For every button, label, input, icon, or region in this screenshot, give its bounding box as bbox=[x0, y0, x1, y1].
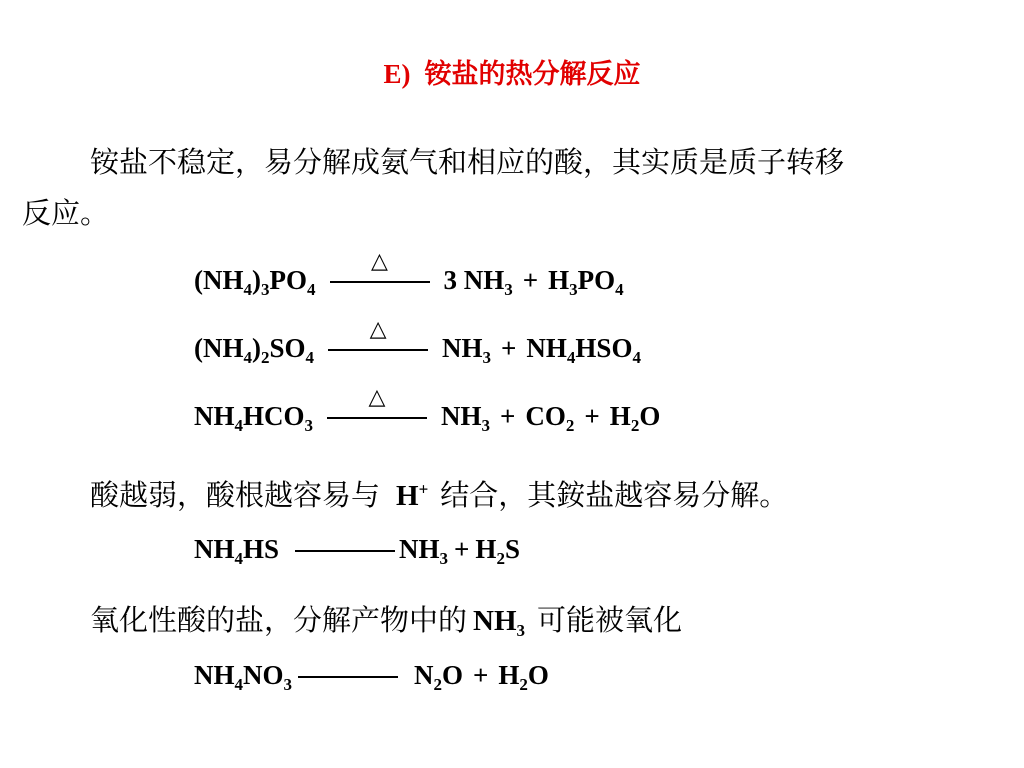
equation-ammonium-bicarbonate bbox=[194, 385, 661, 436]
reactant: $(NH_4)_2SO_4$ bbox=[194, 333, 315, 367]
intro-line-1: 铵盐不稳定，易分解成氨气和相应的酸，其实质是质子转移 bbox=[90, 145, 845, 179]
plus-sign: + bbox=[584, 401, 600, 431]
reaction-line bbox=[330, 281, 430, 283]
reactant: $NH_4HCO_3$ bbox=[194, 401, 314, 435]
plus-sign: + bbox=[501, 333, 517, 363]
product-acid: $H_3PO_4$ bbox=[548, 265, 624, 299]
product-ammonia: 3 $NH_3$ bbox=[443, 265, 513, 299]
section-label: E) bbox=[383, 59, 411, 89]
plus-sign: + bbox=[500, 401, 516, 431]
ammonia-formula: $NH_3$ bbox=[473, 605, 526, 640]
hydrogen-ion: H+ bbox=[396, 479, 429, 512]
heat-triangle-icon: △ bbox=[368, 385, 386, 410]
reaction-arrow bbox=[295, 529, 395, 569]
equation-ammonium-hydrosulfide bbox=[194, 529, 520, 569]
reactant: $(NH_4)_3PO_4$ bbox=[194, 265, 316, 299]
plus-sign: + bbox=[522, 265, 539, 295]
heat-arrow bbox=[328, 317, 428, 368]
heat-triangle-icon: △ bbox=[371, 249, 388, 274]
heat-arrow bbox=[327, 385, 427, 436]
equation-ammonium-phosphate bbox=[194, 249, 624, 300]
reaction-arrow bbox=[298, 655, 398, 695]
reactant: $NH_4NO_3$ bbox=[194, 660, 292, 694]
product-ammonia: $NH_3$ bbox=[441, 401, 491, 435]
reaction-line bbox=[295, 550, 395, 552]
slide-title bbox=[0, 56, 1024, 93]
reaction-line bbox=[327, 417, 427, 419]
weak-acid-statement: 酸越弱，酸根越容易与 H+ 结合，其銨盐越容易分解。 bbox=[90, 478, 789, 512]
product-carbon-dioxide: $CO_2$ bbox=[525, 401, 575, 435]
equation-ammonium-nitrate bbox=[194, 655, 549, 695]
reactant: $NH_4HS$ bbox=[194, 534, 280, 568]
plus-sign: + bbox=[454, 534, 470, 564]
intro-line-2: 反应。 bbox=[22, 196, 110, 230]
title-text: 铵盐的热分解反应 bbox=[424, 59, 641, 90]
product-ammonia: $NH_3$ bbox=[442, 333, 492, 367]
oxidizing-acid-statement: 氧化性酸的盐，分解产物中的 $NH_3$ 可能被氧化 bbox=[90, 603, 683, 640]
product-nitrous-oxide: $N_2O$ bbox=[414, 660, 464, 694]
product-bisulfate: $NH_4HSO_4$ bbox=[526, 333, 641, 367]
plus-sign: + bbox=[473, 660, 489, 690]
reaction-line bbox=[298, 676, 398, 678]
heat-arrow bbox=[330, 249, 430, 300]
product-water: $H_2O$ bbox=[498, 660, 549, 694]
product-water: $H_2O$ bbox=[609, 401, 661, 435]
product-hydrogen-sulfide: $H_2S$ bbox=[475, 534, 520, 568]
reaction-line bbox=[328, 349, 428, 351]
equation-ammonium-sulfate bbox=[194, 317, 641, 368]
product-ammonia: $NH_3$ bbox=[399, 534, 449, 568]
heat-triangle-icon: △ bbox=[369, 317, 387, 342]
